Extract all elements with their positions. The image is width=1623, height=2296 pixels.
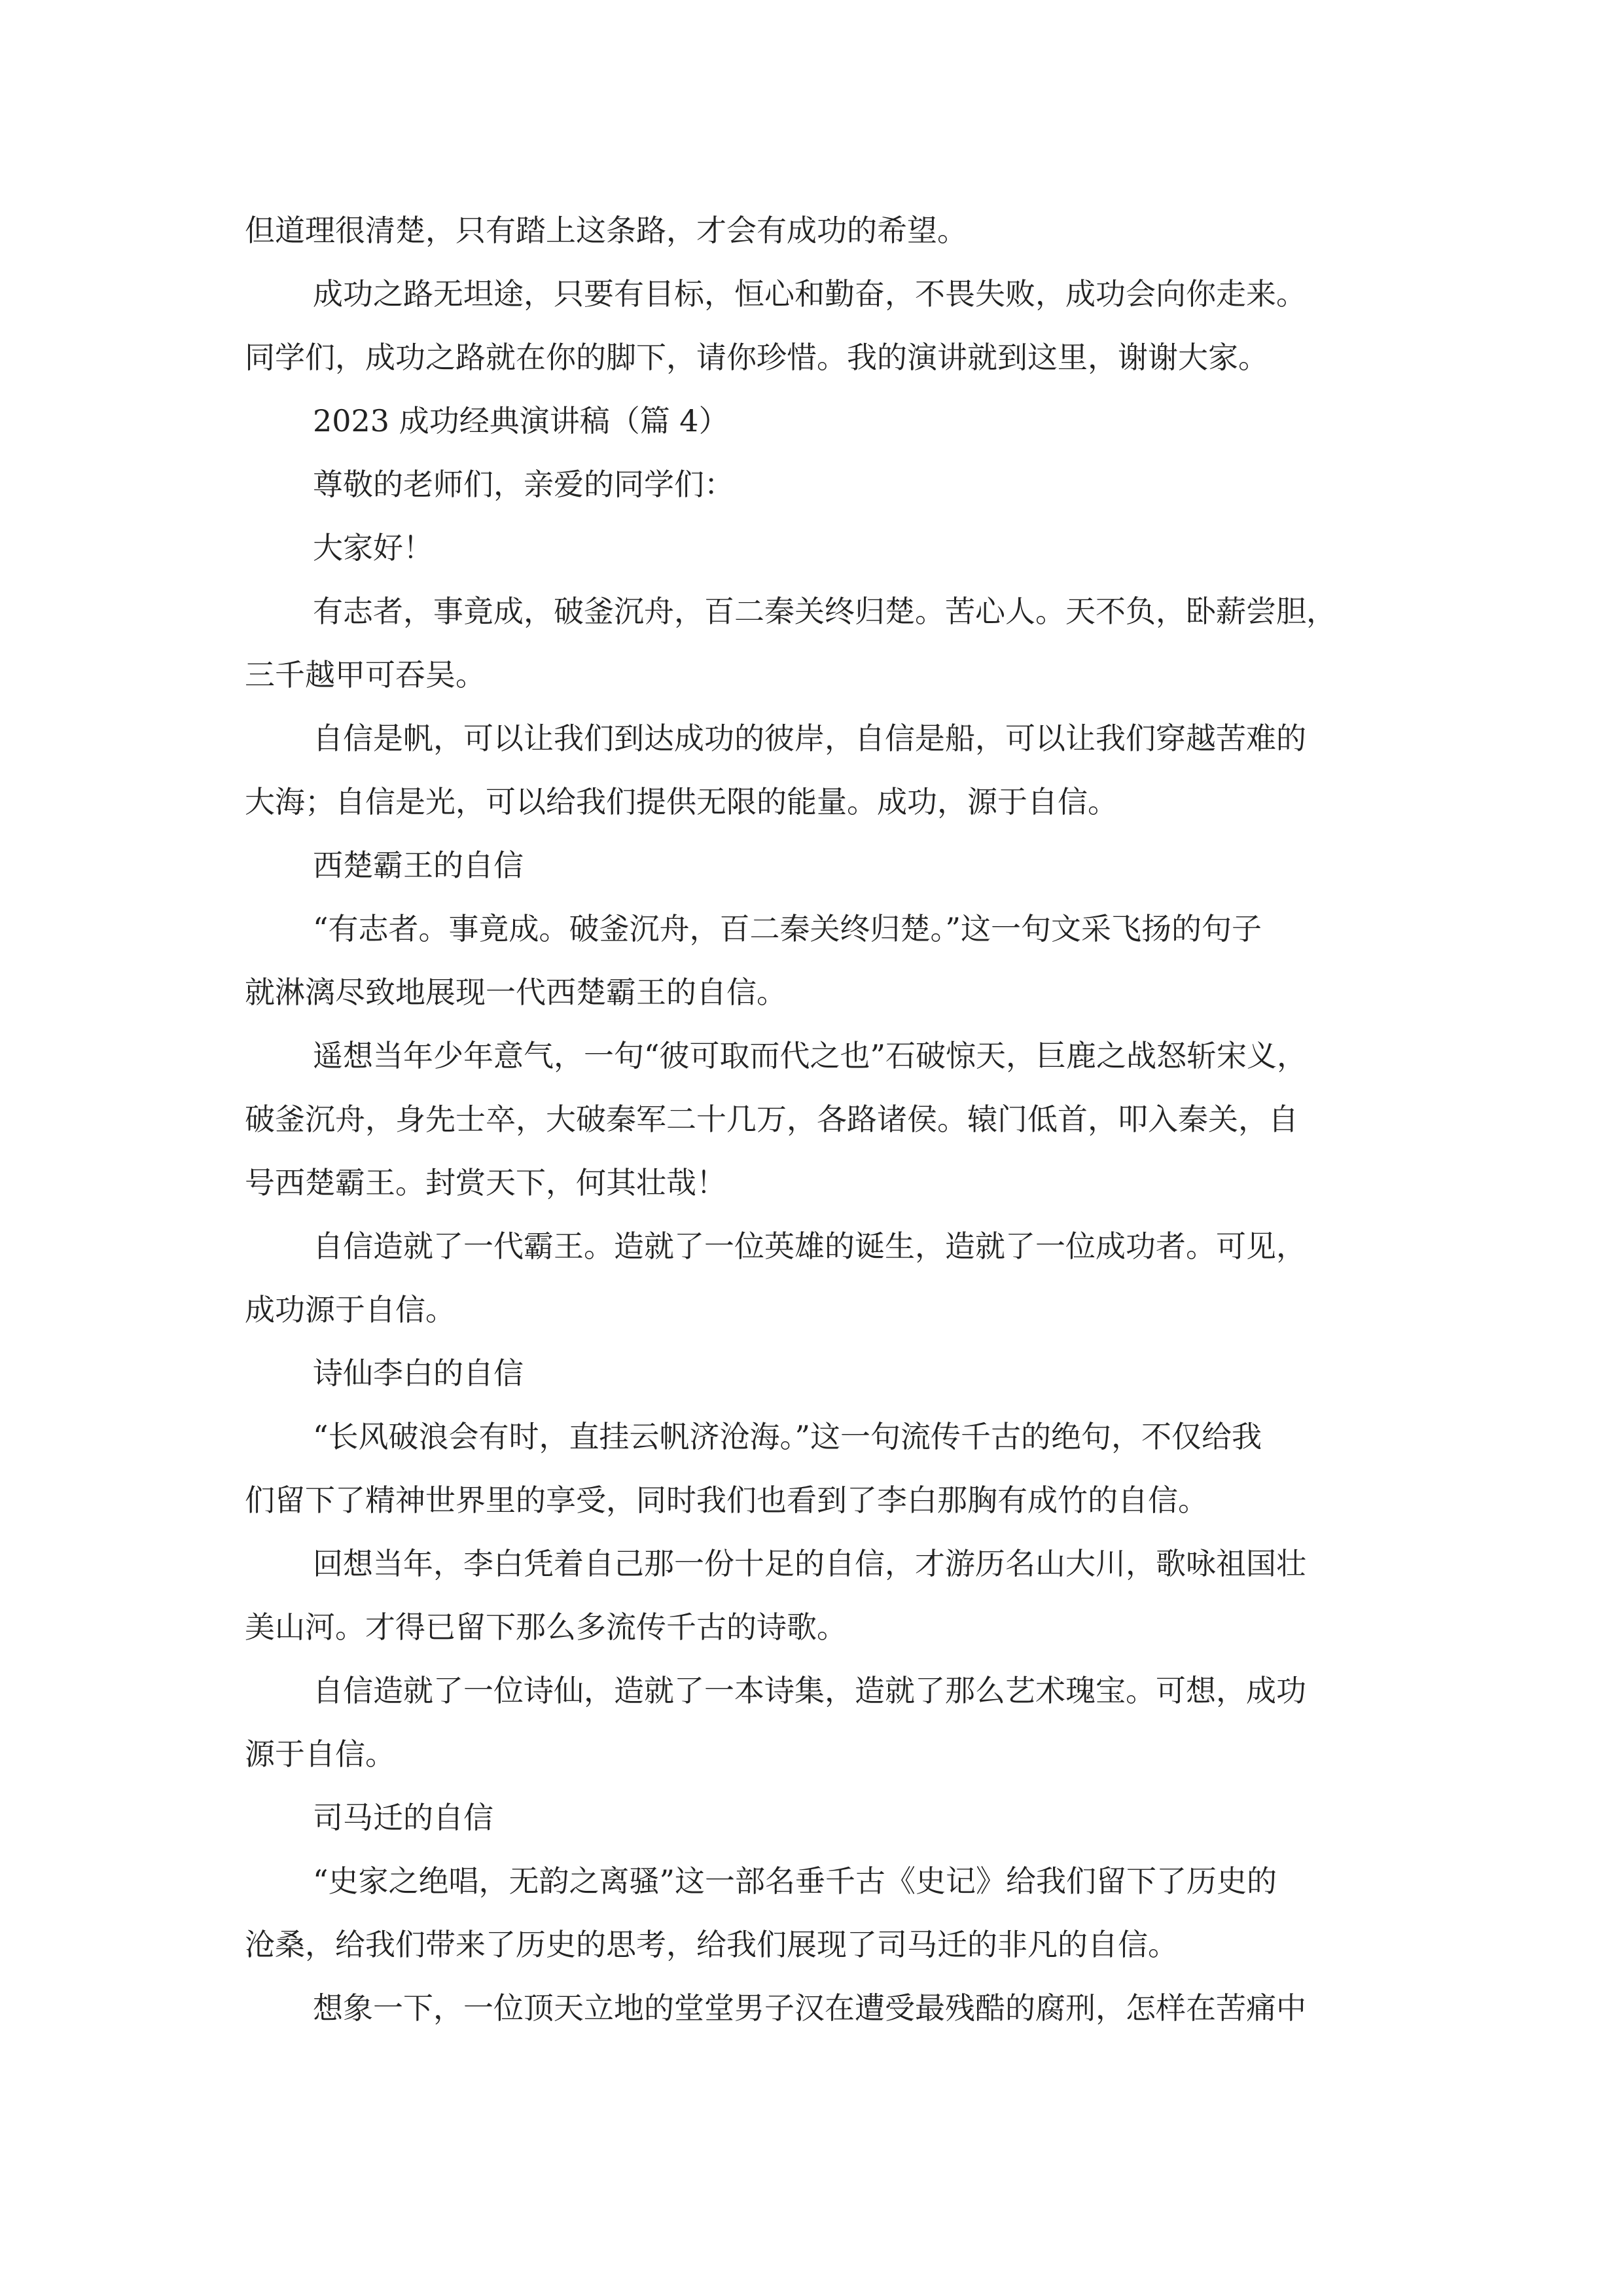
text-line: 但道理很清楚，只有踏上这条路，才会有成功的希望。: [245, 213, 967, 248]
text-line: “史家之绝唱，无韵之离骚”这一部名垂千古《史记》给我们留下了历史的: [313, 1863, 1277, 1899]
text-line: 三千越甲可吞吴。: [245, 657, 486, 692]
text-line: 自信是帆，可以让我们到达成功的彼岸，自信是船，可以让我们穿越苦难的: [313, 721, 1306, 756]
document-body: [245, 199, 1393, 2040]
salutation: 尊敬的老师们，亲爱的同学们：: [313, 467, 734, 502]
text-line: 成功之路无坦途，只要有目标，恒心和勤奋，不畏失败，成功会向你走来。: [313, 276, 1306, 312]
text-line: 有志者，事竟成，破釜沉舟，百二秦关终归楚。苦心人。天不负，卧薪尝胆，: [313, 594, 1336, 629]
text-line: 自信造就了一位诗仙，造就了一本诗集，造就了那么艺术瑰宝。可想，成功: [313, 1673, 1306, 1708]
text-line: 就淋漓尽致地展现一代西楚霸王的自信。: [245, 975, 787, 1010]
text-line: 们留下了精神世界里的享受，同时我们也看到了李白那胸有成竹的自信。: [245, 1482, 1208, 1518]
section-heading: 2023 成功经典演讲稿（篇 4）: [313, 403, 729, 439]
text-line: 美山河。才得已留下那么多流传千古的诗歌。: [245, 1609, 847, 1645]
subheading: 诗仙李白的自信: [313, 1355, 524, 1391]
text-line: 想象一下，一位顶天立地的堂堂男子汉在遭受最残酷的腐刑，怎样在苦痛中: [313, 1990, 1306, 2026]
text-line: 沧桑，给我们带来了历史的思考，给我们展现了司马迁的非凡的自信。: [245, 1927, 1178, 1962]
text-line: “长风破浪会有时，直挂云帆济沧海。”这一句流传千古的绝句，不仅给我: [313, 1419, 1262, 1454]
text-line: 遥想当年少年意气，一句“彼可取而代之也”石破惊天，巨鹿之战怒斩宋义，: [313, 1038, 1308, 1073]
greeting: 大家好！: [313, 530, 433, 565]
text-line: “有志者。事竟成。破釜沉舟，百二秦关终归楚。”这一句文采飞扬的句子: [313, 911, 1262, 946]
text-line: 号西楚霸王。封赏天下，何其壮哉！: [245, 1165, 726, 1200]
text-line: 破釜沉舟，身先士卒，大破秦军二十几万，各路诸侯。辕门低首，叩入秦关，自: [245, 1102, 1298, 1137]
subheading: 司马迁的自信: [313, 1800, 493, 1835]
text-line: 回想当年，李白凭着自己那一份十足的自信，才游历名山大川，歌咏祖国壮: [313, 1546, 1306, 1581]
text-line: 大海；自信是光，可以给我们提供无限的能量。成功，源于自信。: [245, 784, 1118, 819]
text-line: 源于自信。: [245, 1736, 395, 1772]
text-line: 同学们，成功之路就在你的脚下，请你珍惜。我的演讲就到这里，谢谢大家。: [245, 340, 1268, 375]
text-line: 成功源于自信。: [245, 1292, 455, 1327]
subheading: 西楚霸王的自信: [313, 848, 524, 883]
text-line: 自信造就了一代霸王。造就了一位英雄的诞生，造就了一位成功者。可见，: [313, 1229, 1306, 1264]
